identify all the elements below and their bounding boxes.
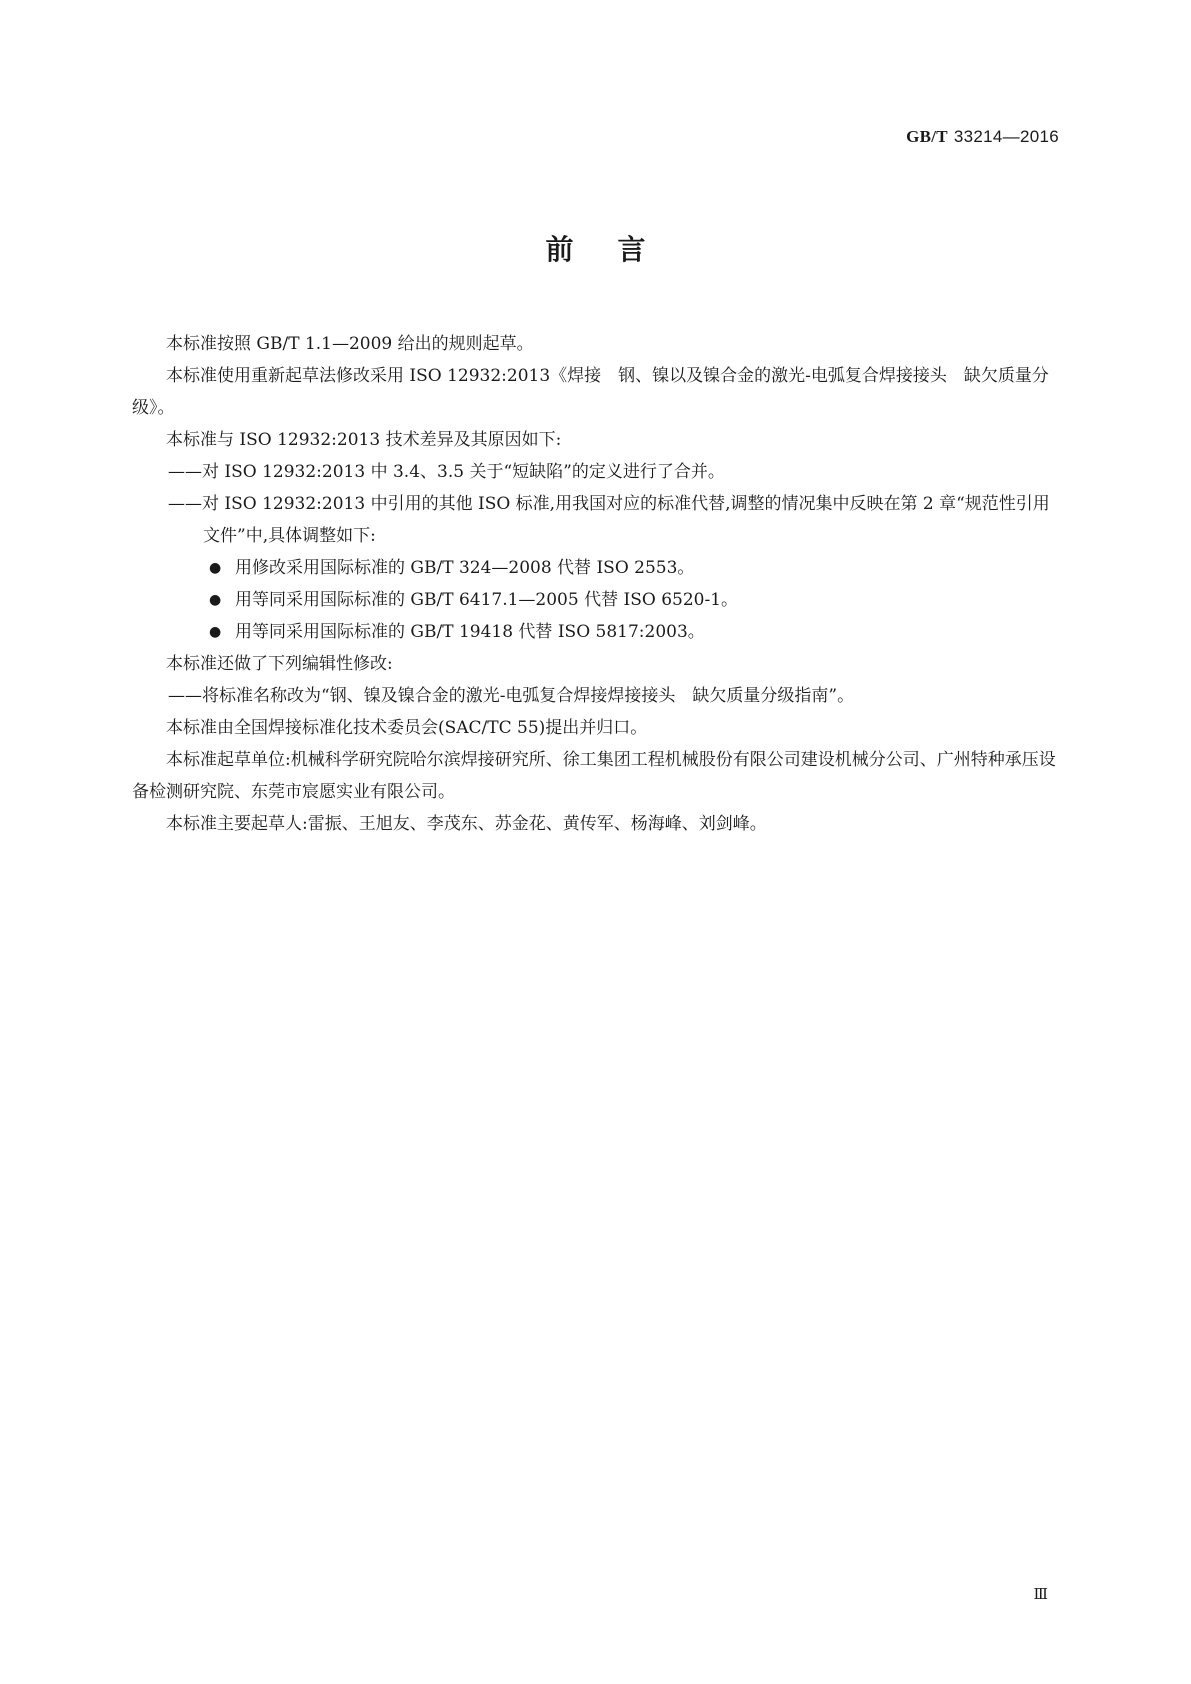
paragraph-editorial-intro: 本标准还做了下列编辑性修改: xyxy=(166,654,393,674)
paragraph-committee: 本标准由全国焊接标准化技术委员会(SAC/TC 55)提出并归口。 xyxy=(166,718,648,738)
paragraph-drafters: 本标准主要起草人:雷振、王旭友、李茂东、苏金花、黄传军、杨海峰、刘剑峰。 xyxy=(166,814,767,834)
bullet-item xyxy=(132,552,1060,584)
paragraph-drafting-units: 本标准起草单位:机械科学研究院哈尔滨焊接研究所、徐工集团工程机械股份有限公司建设机械分公司、广州特种承压设备检测研究院、东莞市宸愿实业有限公司。 xyxy=(132,750,1056,802)
standard-header xyxy=(906,127,1059,147)
standard-number: 33214—2016 xyxy=(953,127,1059,146)
bullet-icon: ● xyxy=(209,560,222,576)
bullet-text: 用等同采用国际标准的 GB/T 6417.1—2005 代替 ISO 6520-1。 xyxy=(235,590,739,610)
bullet-item xyxy=(132,616,1060,648)
dash-item-rename-standard: ——将标准名称改为“钢、镍及镍合金的激光-电弧复合焊接焊接接头 缺欠质量分级指南”。 xyxy=(168,686,855,706)
paragraph-adoption: 本标准使用重新起草法修改采用 ISO 12932:2013《焊接 钢、镍以及镍合金的激光-电弧复合焊接接头 缺欠质量分级》。 xyxy=(132,366,1049,418)
page-number: Ⅲ xyxy=(1033,1585,1048,1603)
bullet-icon: ● xyxy=(209,592,222,608)
bullet-item xyxy=(132,584,1060,616)
standard-code: GB/T xyxy=(906,127,948,146)
bullet-text: 用等同采用国际标准的 GB/T 19418 代替 ISO 5817:2003。 xyxy=(235,622,705,642)
dash-item-merge-definitions: ——对 ISO 12932:2013 中 3.4、3.5 关于“短缺陷”的定义进行了合并。 xyxy=(168,462,725,482)
dash-item-replace-references: ——对 ISO 12932:2013 中引用的其他 ISO 标准,用我国对应的标准代替,调整的情况集中反映在第 2 章“规范性引用文件”中,具体调整如下: xyxy=(168,494,1050,546)
bullet-icon: ● xyxy=(209,624,222,640)
page-title: 前言 xyxy=(545,233,690,266)
bullet-text: 用修改采用国际标准的 GB/T 324—2008 代替 ISO 2553。 xyxy=(235,558,695,578)
paragraph-differences-intro: 本标准与 ISO 12932:2013 技术差异及其原因如下: xyxy=(166,430,562,450)
paragraph-drafting-rules: 本标准按照 GB/T 1.1—2009 给出的规则起草。 xyxy=(166,334,534,354)
foreword-body xyxy=(132,328,1060,840)
